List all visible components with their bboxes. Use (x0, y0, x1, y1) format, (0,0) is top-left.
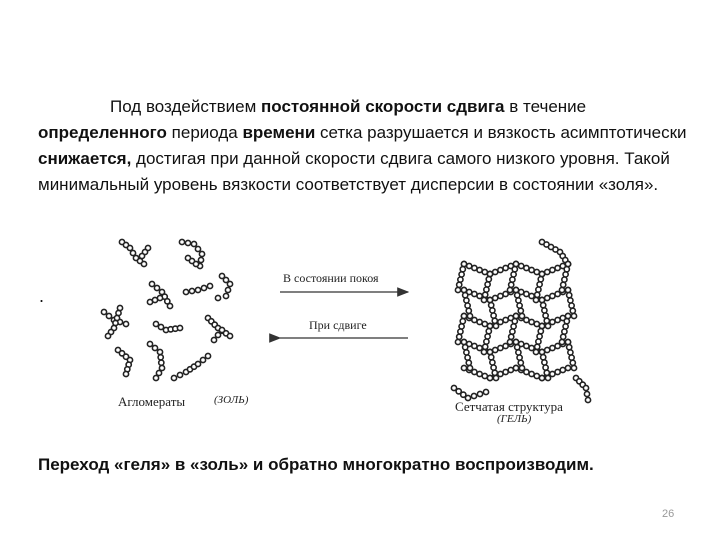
particle-bead (152, 345, 157, 350)
particle-bead (200, 357, 205, 362)
particle-bead (570, 360, 575, 365)
particle-bead (463, 293, 468, 298)
particle-bead (539, 271, 544, 276)
particle-bead (568, 298, 573, 303)
particle-bead (539, 349, 544, 354)
particle-bead (157, 349, 162, 354)
text-run: сетка разрушается и вязкость асимптотически (315, 123, 687, 142)
particle-bead (101, 309, 106, 314)
text-run: достигая при данной скорости сдвига самого низкого уровня. Такой минимальный уровень вязкости соответствует дисперсии в состоянии «золя». (38, 149, 670, 194)
particle-bead (533, 297, 538, 302)
particle-bead (105, 333, 110, 338)
particle-bead (565, 313, 570, 318)
particle-bead (485, 282, 490, 287)
network-drawing (451, 239, 590, 402)
text-run: в течение (504, 97, 587, 116)
particle-bead (481, 297, 486, 302)
particle-bead (215, 295, 220, 300)
text-run-bold: постоянной скорости сдвига (261, 97, 505, 116)
network-label: Сетчатая структура (455, 399, 563, 414)
particle-bead (141, 261, 146, 266)
particle-bead (487, 349, 492, 354)
particle-bead (177, 372, 182, 377)
particle-bead (571, 365, 576, 370)
particle-bead (458, 277, 463, 282)
particle-bead (533, 349, 538, 354)
particle-bead (539, 323, 544, 328)
particle-bead (489, 303, 494, 308)
agglomerates-drawing (101, 239, 232, 380)
particle-bead (563, 324, 568, 329)
particle-bead (185, 240, 190, 245)
particle-bead (183, 289, 188, 294)
particle-bead (535, 344, 540, 349)
particle-bead (485, 334, 490, 339)
particle-bead (461, 313, 466, 318)
particle-bead (465, 303, 470, 308)
particle-bead (493, 375, 498, 380)
particle-bead (492, 370, 497, 375)
particle-bead (123, 371, 128, 376)
particle-bead (509, 334, 514, 339)
particle-bead (491, 365, 496, 370)
particle-bead (189, 288, 194, 293)
particle-bead (199, 251, 204, 256)
particle-bead (465, 355, 470, 360)
gel-label: (ГЕЛЬ) (497, 413, 532, 425)
particle-bead (511, 272, 516, 277)
particle-bead (154, 285, 159, 290)
particle-bead (481, 349, 486, 354)
particle-bead (515, 345, 520, 350)
particle-bead (510, 329, 515, 334)
particle-bead (516, 298, 521, 303)
particle-bead (227, 281, 232, 286)
particle-bead (545, 375, 550, 380)
particle-bead (517, 303, 522, 308)
particle-bead (207, 283, 212, 288)
particle-bead (565, 365, 570, 370)
particle-bead (542, 360, 547, 365)
particle-bead (487, 271, 492, 276)
particle-bead (509, 282, 514, 287)
particle-bead (585, 397, 590, 402)
particle-bead (518, 308, 523, 313)
particle-bead (565, 261, 570, 266)
particle-bead (171, 375, 176, 380)
text-run-bold: снижается, (38, 149, 132, 168)
particle-bead (543, 313, 548, 318)
particle-bead (191, 241, 196, 246)
particle-bead (570, 308, 575, 313)
particle-bead (484, 339, 489, 344)
particle-bead (457, 282, 462, 287)
particle-bead (198, 257, 203, 262)
particle-bead (562, 277, 567, 282)
particle-bead (225, 287, 230, 292)
text-run-bold: определенного (38, 123, 167, 142)
particle-bead (537, 334, 542, 339)
particle-bead (519, 313, 524, 318)
particle-bead (195, 361, 200, 366)
particle-bead (201, 285, 206, 290)
particle-bead (542, 308, 547, 313)
particle-bead (541, 303, 546, 308)
particle-bead (583, 385, 588, 390)
particle-bead (571, 313, 576, 318)
page-number: 26 (662, 508, 675, 520)
particle-bead (205, 353, 210, 358)
particle-bead (569, 303, 574, 308)
particle-bead (562, 329, 567, 334)
particle-bead (461, 339, 466, 344)
particle-bead (149, 281, 154, 286)
particle-bead (457, 334, 462, 339)
particle-bead (490, 360, 495, 365)
particle-bead (487, 297, 492, 302)
particle-bead (167, 303, 172, 308)
particle-bead (461, 287, 466, 292)
particle-bead (466, 360, 471, 365)
particle-bead (179, 239, 184, 244)
particle-bead (565, 287, 570, 292)
particle-bead (157, 295, 162, 300)
particle-bead (507, 287, 512, 292)
particle-bead (215, 332, 220, 337)
particle-bead (486, 277, 491, 282)
particle-bead (564, 267, 569, 272)
particle-bead (536, 287, 541, 292)
particle-bead (539, 297, 544, 302)
particle-bead (518, 360, 523, 365)
particle-bead (538, 329, 543, 334)
particle-bead (139, 253, 144, 258)
particle-bead (516, 350, 521, 355)
particle-bead (513, 287, 518, 292)
particle-bead (177, 325, 182, 330)
particle-bead (536, 339, 541, 344)
particle-bead (565, 339, 570, 344)
sol-label: (ЗОЛЬ) (214, 394, 249, 406)
particle-bead (563, 272, 568, 277)
particle-bead (458, 329, 463, 334)
particle-bead (491, 313, 496, 318)
particle-bead (519, 365, 524, 370)
particle-bead (561, 334, 566, 339)
text-run: периода (166, 123, 243, 142)
particle-bead (492, 318, 497, 323)
particle-bead (483, 344, 488, 349)
particle-bead (219, 327, 224, 332)
text-run: Под воздействием (110, 97, 262, 116)
agglomerates-label: Агломераты (118, 394, 186, 409)
particle-bead (512, 267, 517, 272)
particle-bead (489, 355, 494, 360)
particle-bead (535, 292, 540, 297)
particle-bead (227, 333, 232, 338)
particle-bead (460, 319, 465, 324)
particle-bead (123, 321, 128, 326)
particle-bead (584, 391, 589, 396)
particle-bead (467, 313, 472, 318)
particle-bead (463, 345, 468, 350)
particle-bead (486, 329, 491, 334)
particle-bead (459, 272, 464, 277)
text-run-bold: времени (242, 123, 316, 142)
particle-bead (513, 313, 518, 318)
particle-bead (147, 341, 152, 346)
particle-bead (559, 339, 564, 344)
particle-bead (537, 282, 542, 287)
particle-bead (195, 246, 200, 251)
particle-bead (567, 345, 572, 350)
particle-bead (153, 375, 158, 380)
particle-bead (544, 318, 549, 323)
particle-bead (515, 293, 520, 298)
particle-bead (467, 365, 472, 370)
particle-bead (511, 324, 516, 329)
particle-bead (211, 337, 216, 342)
particle-bead (466, 308, 471, 313)
particle-bead (564, 319, 569, 324)
particle-bead (471, 393, 476, 398)
bullet-marker: . (39, 286, 45, 306)
particle-bead (513, 261, 518, 266)
particle-bead (544, 370, 549, 375)
particle-bead (159, 360, 164, 365)
particle-bead (464, 350, 469, 355)
particle-bead (483, 292, 488, 297)
particle-bead (559, 287, 564, 292)
particle-bead (459, 324, 464, 329)
particle-bead (477, 391, 482, 396)
particle-bead (195, 287, 200, 292)
particle-bead (106, 313, 111, 318)
particle-bead (483, 389, 488, 394)
particle-bead (568, 350, 573, 355)
particle-bead (455, 339, 460, 344)
particle-bead (158, 355, 163, 360)
particle-bead (510, 277, 515, 282)
particle-bead (541, 355, 546, 360)
particle-bead (512, 319, 517, 324)
particle-bead (490, 308, 495, 313)
particle-bead (193, 261, 198, 266)
particle-bead (545, 323, 550, 328)
particle-bead (464, 298, 469, 303)
conclusion-text: Переход «геля» в «золь» и обратно многократно воспроизводим. (38, 455, 594, 474)
particle-bead (493, 323, 498, 328)
particle-bead (460, 267, 465, 272)
particle-bead (484, 287, 489, 292)
particle-bead (567, 293, 572, 298)
particle-bead (517, 355, 522, 360)
particle-bead (561, 282, 566, 287)
particle-bead (455, 287, 460, 292)
particle-bead (507, 339, 512, 344)
particle-bead (569, 355, 574, 360)
particle-bead (461, 261, 466, 266)
particle-bead (538, 277, 543, 282)
arrow-bottom-label: При сдвиге (309, 318, 367, 332)
arrow-top-label: В состоянии покоя (283, 271, 379, 285)
main-paragraph (38, 94, 688, 198)
particle-bead (513, 339, 518, 344)
particle-bead (223, 293, 228, 298)
particle-bead (487, 323, 492, 328)
particle-bead (543, 365, 548, 370)
